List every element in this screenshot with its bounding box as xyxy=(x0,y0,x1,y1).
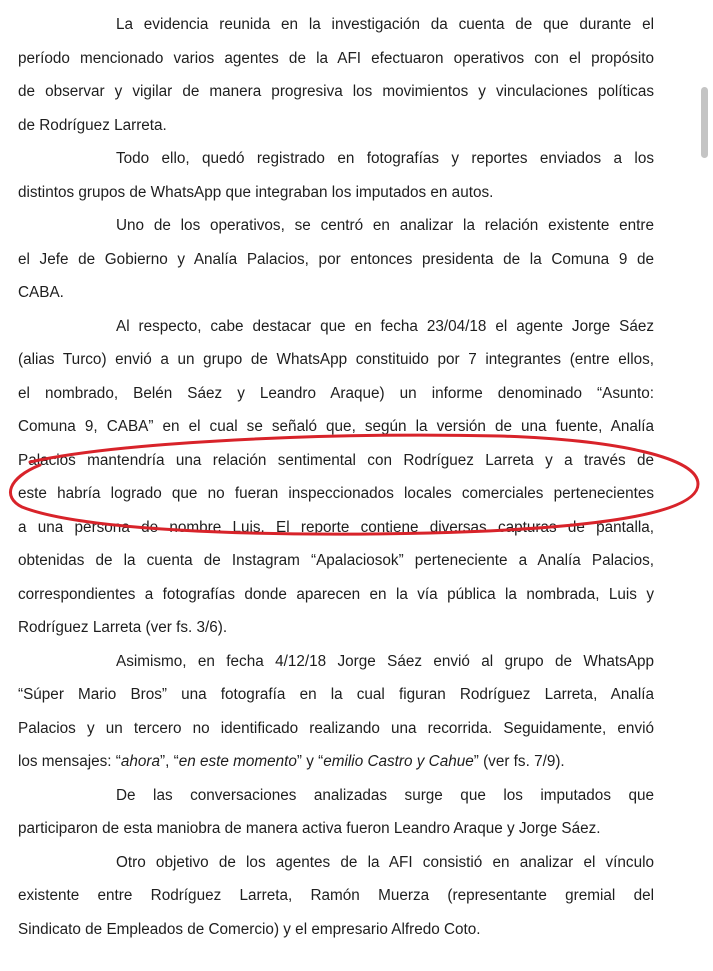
text-line: Palacios y un tercero no identificado realizando una recorrida. Seguidamente, envió xyxy=(18,719,654,737)
paragraph-4 xyxy=(18,310,654,645)
text-line: el Jefe de Gobierno y Analía Palacios, por entonces presidenta de la Comuna 9 de xyxy=(18,250,654,268)
text-line: obtenidas de la cuenta de Instagram “Apalaciosok” perteneciente a Analía Palacios, xyxy=(18,552,654,569)
scrollbar-thumb[interactable] xyxy=(701,87,708,158)
text-line-messages: los mensajes: “ahora”, “en este momento” y “emilio Castro y Cahue” (ver fs. 7/9). xyxy=(18,753,565,770)
text-line: Sindicato de Empleados de Comercio) y el empresario Alfredo Coto. xyxy=(18,920,481,938)
text-line: “Súper Mario Bros” una fotografía en la cual figuran Rodríguez Larreta, Analía xyxy=(18,686,654,703)
text-line: CABA. xyxy=(18,284,64,301)
paragraph-7 xyxy=(18,846,654,947)
text-line: Asimismo, en fecha 4/12/18 Jorge Sáez envió al grupo de WhatsApp xyxy=(116,652,654,670)
text-line: el nombrado, Belén Sáez y Leandro Araque) un informe denominado “Asunto: xyxy=(18,384,654,402)
text-line: Palacios mantendría una relación sentimental con Rodríguez Larreta y a través de xyxy=(18,451,654,469)
text-line: este habría logrado que no fueran inspeccionados locales comerciales pertenecientes xyxy=(18,485,654,502)
paragraph-5 xyxy=(18,645,654,779)
text-line: Al respecto, cabe destacar que en fecha 23/04/18 el agente Jorge Sáez xyxy=(116,317,654,335)
text-line: correspondientes a fotografías donde aparecen en la vía pública la nombrada, Luis y xyxy=(18,585,654,603)
italic-quote: ahora xyxy=(120,753,160,770)
text-line: distintos grupos de WhatsApp que integraban los imputados en autos. xyxy=(18,183,494,201)
text-line: De las conversaciones analizadas surge que los imputados que xyxy=(116,786,654,804)
text-line: de observar y vigilar de manera progresiva los movimientos y vinculaciones políticas xyxy=(18,83,654,100)
text-line: participaron de esta maniobra de manera activa fueron Leandro Araque y Jorge Sáez. xyxy=(18,820,601,837)
text-line: Uno de los operativos, se centró en analizar la relación existente entre xyxy=(116,217,654,234)
text-line: Comuna 9, CABA” en el cual se señaló que, según la versión de una fuente, Analía xyxy=(18,418,654,435)
text-line: Rodríguez Larreta (ver fs. 3/6). xyxy=(18,619,228,636)
paragraph-6 xyxy=(18,779,654,846)
document-page xyxy=(18,8,654,946)
italic-quote: emilio Castro y Cahue xyxy=(323,753,474,770)
text-line: existente entre Rodríguez Larreta, Ramón Muerza (representante gremial del xyxy=(18,887,654,904)
text-line: La evidencia reunida en la investigación da cuenta de que durante el xyxy=(116,16,654,33)
text-line: a una persona de nombre Luis. El reporte contiene diversas capturas de pantalla, xyxy=(18,518,654,536)
text-line: (alias Turco) envió a un grupo de WhatsApp constituido por 7 integrantes (entre ellos, xyxy=(18,351,654,368)
text-line: de Rodríguez Larreta. xyxy=(18,116,167,134)
paragraph-3 xyxy=(18,209,654,310)
paragraph-2 xyxy=(18,142,654,209)
italic-quote: en este momento xyxy=(178,753,297,770)
paragraph-1 xyxy=(18,8,654,142)
text-line: período mencionado varios agentes de la AFI efectuaron operativos con el propósito xyxy=(18,49,654,67)
text-line: Otro objetivo de los agentes de la AFI consistió en analizar el vínculo xyxy=(116,853,654,871)
text-line: Todo ello, quedó registrado en fotografías y reportes enviados a los xyxy=(116,150,654,167)
